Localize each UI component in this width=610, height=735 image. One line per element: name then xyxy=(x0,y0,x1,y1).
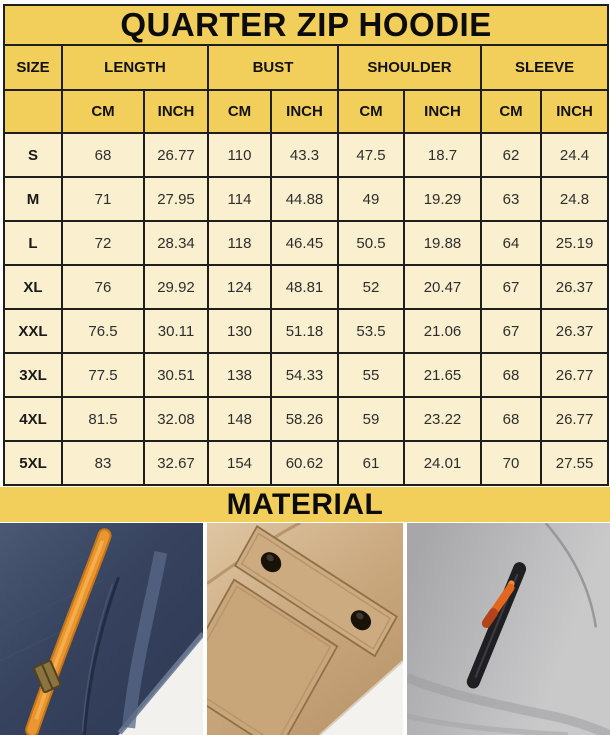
measurement-cell: 67 xyxy=(481,309,541,353)
page-title: QUARTER ZIP HOODIE xyxy=(4,5,608,45)
measurement-cell: 27.55 xyxy=(541,441,608,485)
unit-header-cm-7: CM xyxy=(481,90,541,133)
size-row-s xyxy=(4,133,608,177)
empty-header-cell xyxy=(4,90,62,133)
column-header-bust: BUST xyxy=(208,45,338,90)
measurement-cell: 76.5 xyxy=(62,309,144,353)
title-row xyxy=(4,5,608,45)
measurement-cell: 26.37 xyxy=(541,309,608,353)
measurement-cell: 76 xyxy=(62,265,144,309)
unit-header-cm-5: CM xyxy=(338,90,404,133)
measurement-cell: 46.45 xyxy=(271,221,338,265)
measurement-cell: 32.08 xyxy=(144,397,208,441)
measurement-cell: 29.92 xyxy=(144,265,208,309)
measurement-cell: 30.11 xyxy=(144,309,208,353)
gray-fabric-photo xyxy=(407,523,610,735)
size-table-head xyxy=(4,5,608,133)
size-label: 3XL xyxy=(4,353,62,397)
zipper-pull-tip xyxy=(486,613,493,623)
measurement-cell: 114 xyxy=(208,177,271,221)
size-label: 4XL xyxy=(4,397,62,441)
unit-header-inch-2: INCH xyxy=(144,90,208,133)
measurement-cell: 154 xyxy=(208,441,271,485)
measurement-cell: 20.47 xyxy=(404,265,481,309)
size-label: XL xyxy=(4,265,62,309)
size-table xyxy=(3,4,609,486)
column-header-sleeve: SLEEVE xyxy=(481,45,608,90)
measurement-cell: 60.62 xyxy=(271,441,338,485)
measurement-cell: 23.22 xyxy=(404,397,481,441)
measurement-cell: 26.77 xyxy=(541,353,608,397)
unit-header-cm-3: CM xyxy=(208,90,271,133)
measurement-cell: 54.33 xyxy=(271,353,338,397)
size-label: L xyxy=(4,221,62,265)
measurement-cell: 110 xyxy=(208,133,271,177)
measurement-cell: 68 xyxy=(481,353,541,397)
measurement-cell: 47.5 xyxy=(338,133,404,177)
khaki-fabric-photo xyxy=(207,523,403,735)
measurement-cell: 18.7 xyxy=(404,133,481,177)
measurement-cell: 63 xyxy=(481,177,541,221)
measurement-cell: 64 xyxy=(481,221,541,265)
measurement-cell: 81.5 xyxy=(62,397,144,441)
unit-header-inch-4: INCH xyxy=(271,90,338,133)
measurement-cell: 51.18 xyxy=(271,309,338,353)
measurement-cell: 83 xyxy=(62,441,144,485)
column-header-length: LENGTH xyxy=(62,45,208,90)
size-label: M xyxy=(4,177,62,221)
size-table-body xyxy=(4,133,608,485)
size-row-4xl xyxy=(4,397,608,441)
size-row-l xyxy=(4,221,608,265)
measurement-cell: 138 xyxy=(208,353,271,397)
measurement-cell: 43.3 xyxy=(271,133,338,177)
size-label: XXL xyxy=(4,309,62,353)
size-row-xl xyxy=(4,265,608,309)
measurement-cell: 61 xyxy=(338,441,404,485)
unit-header-cm-1: CM xyxy=(62,90,144,133)
measurement-cell: 26.77 xyxy=(144,133,208,177)
size-row-3xl xyxy=(4,353,608,397)
measurement-cell: 24.4 xyxy=(541,133,608,177)
size-row-xxl xyxy=(4,309,608,353)
measurement-cell: 19.29 xyxy=(404,177,481,221)
measurement-cell: 26.37 xyxy=(541,265,608,309)
measurement-cell: 59 xyxy=(338,397,404,441)
measurement-cell: 67 xyxy=(481,265,541,309)
measurement-cell: 49 xyxy=(338,177,404,221)
measurement-cell: 58.26 xyxy=(271,397,338,441)
measurement-cell: 21.06 xyxy=(404,309,481,353)
measurement-cell: 55 xyxy=(338,353,404,397)
size-label: 5XL xyxy=(4,441,62,485)
column-group-row xyxy=(4,45,608,90)
unit-header-inch-6: INCH xyxy=(404,90,481,133)
measurement-cell: 27.95 xyxy=(144,177,208,221)
measurement-cell: 26.77 xyxy=(541,397,608,441)
measurement-cell: 44.88 xyxy=(271,177,338,221)
measurement-cell: 53.5 xyxy=(338,309,404,353)
measurement-cell: 77.5 xyxy=(62,353,144,397)
measurement-cell: 118 xyxy=(208,221,271,265)
measurement-cell: 148 xyxy=(208,397,271,441)
measurement-cell: 130 xyxy=(208,309,271,353)
measurement-cell: 24.8 xyxy=(541,177,608,221)
measurement-cell: 71 xyxy=(62,177,144,221)
measurement-cell: 48.81 xyxy=(271,265,338,309)
measurement-cell: 25.19 xyxy=(541,221,608,265)
navy-fabric-photo xyxy=(0,523,203,735)
measurement-cell: 30.51 xyxy=(144,353,208,397)
measurement-cell: 62 xyxy=(481,133,541,177)
material-heading: MATERIAL xyxy=(0,487,610,522)
measurement-cell: 50.5 xyxy=(338,221,404,265)
unit-header-inch-8: INCH xyxy=(541,90,608,133)
size-label: S xyxy=(4,133,62,177)
column-header-size: SIZE xyxy=(4,45,62,90)
measurement-cell: 124 xyxy=(208,265,271,309)
measurement-cell: 21.65 xyxy=(404,353,481,397)
measurement-cell: 68 xyxy=(481,397,541,441)
measurement-cell: 19.88 xyxy=(404,221,481,265)
measurement-cell: 24.01 xyxy=(404,441,481,485)
measurement-cell: 52 xyxy=(338,265,404,309)
measurement-cell: 70 xyxy=(481,441,541,485)
measurement-cell: 32.67 xyxy=(144,441,208,485)
measurement-cell: 68 xyxy=(62,133,144,177)
size-row-5xl xyxy=(4,441,608,485)
material-photos xyxy=(0,523,610,735)
unit-row xyxy=(4,90,608,133)
column-header-shoulder: SHOULDER xyxy=(338,45,481,90)
size-row-m xyxy=(4,177,608,221)
measurement-cell: 28.34 xyxy=(144,221,208,265)
measurement-cell: 72 xyxy=(62,221,144,265)
